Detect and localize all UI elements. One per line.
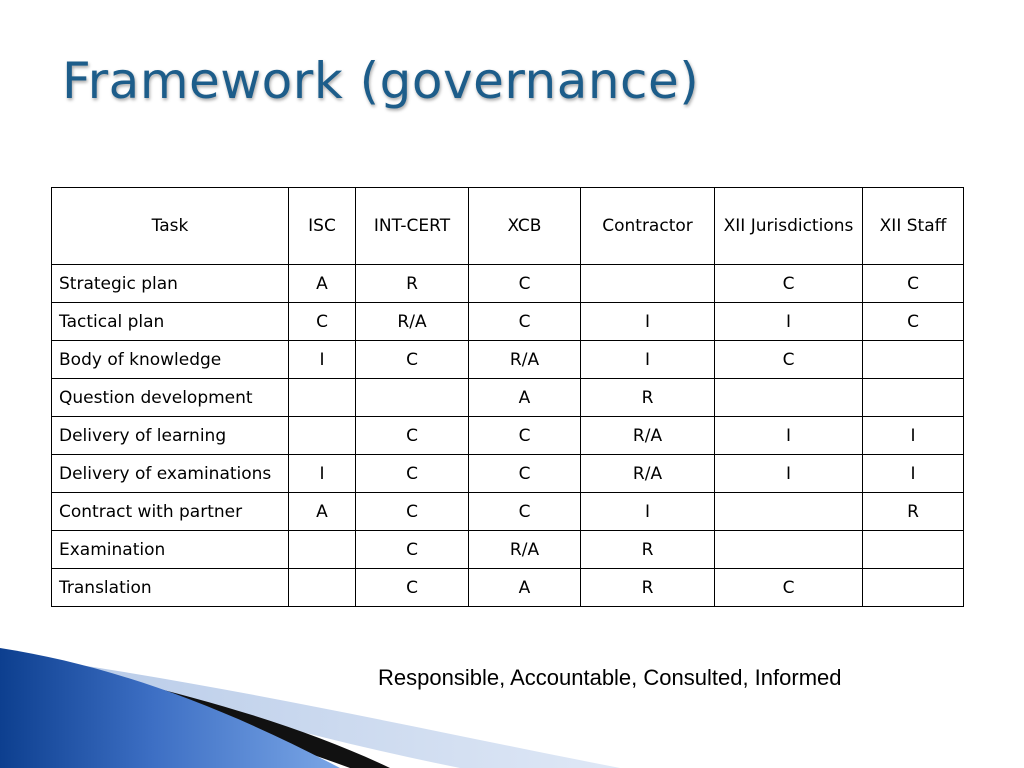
cell-contractor: R — [581, 531, 715, 569]
cell-xii-jurisdictions: C — [715, 569, 863, 607]
cell-xii-staff: R — [863, 493, 964, 531]
cell-task: Body of knowledge — [52, 341, 289, 379]
cell-xcb: C — [469, 493, 581, 531]
cell-int-cert: C — [356, 531, 469, 569]
cell-xcb: A — [469, 379, 581, 417]
header-xii-staff: XII Staff — [863, 188, 964, 265]
cell-contractor: I — [581, 493, 715, 531]
cell-xcb: C — [469, 455, 581, 493]
slide-title: Framework (governance) — [62, 52, 700, 110]
cell-int-cert: C — [356, 569, 469, 607]
cell-task: Delivery of examinations — [52, 455, 289, 493]
cell-task: Strategic plan — [52, 265, 289, 303]
cell-xii-staff: I — [863, 417, 964, 455]
cell-int-cert: C — [356, 341, 469, 379]
cell-xii-jurisdictions: I — [715, 417, 863, 455]
header-xii-jurisdictions: XII Jurisdictions — [715, 188, 863, 265]
header-xcb: XCB — [469, 188, 581, 265]
cell-xii-staff: I — [863, 455, 964, 493]
cell-task: Question development — [52, 379, 289, 417]
cell-isc: C — [289, 303, 356, 341]
header-task: Task — [52, 188, 289, 265]
cell-contractor: I — [581, 303, 715, 341]
cell-int-cert: R/A — [356, 303, 469, 341]
cell-contractor: R/A — [581, 417, 715, 455]
cell-isc: I — [289, 455, 356, 493]
cell-xii-jurisdictions: C — [715, 341, 863, 379]
cell-contractor: R — [581, 569, 715, 607]
cell-isc: I — [289, 341, 356, 379]
cell-task: Examination — [52, 531, 289, 569]
cell-int-cert: C — [356, 417, 469, 455]
cell-int-cert: C — [356, 455, 469, 493]
cell-contractor: R/A — [581, 455, 715, 493]
cell-xcb: C — [469, 303, 581, 341]
cell-xii-staff: C — [863, 303, 964, 341]
cell-contractor: R — [581, 379, 715, 417]
cell-int-cert: R — [356, 265, 469, 303]
cell-xii-jurisdictions: C — [715, 265, 863, 303]
cell-xii-staff: C — [863, 265, 964, 303]
cell-xcb: C — [469, 265, 581, 303]
raci-legend: Responsible, Accountable, Consulted, Informed — [378, 665, 842, 690]
cell-xii-jurisdictions: I — [715, 455, 863, 493]
cell-contractor: I — [581, 341, 715, 379]
header-int-cert: INT-CERT — [356, 188, 469, 265]
header-contractor: Contractor — [581, 188, 715, 265]
cell-int-cert: C — [356, 493, 469, 531]
cell-xii-jurisdictions: I — [715, 303, 863, 341]
cell-xcb: R/A — [469, 341, 581, 379]
cell-xcb: A — [469, 569, 581, 607]
cell-task: Translation — [52, 569, 289, 607]
cell-isc: A — [289, 265, 356, 303]
cell-xcb: R/A — [469, 531, 581, 569]
cell-isc: A — [289, 493, 356, 531]
header-isc: ISC — [289, 188, 356, 265]
cell-task: Tactical plan — [52, 303, 289, 341]
cell-task: Delivery of learning — [52, 417, 289, 455]
cell-task: Contract with partner — [52, 493, 289, 531]
cell-xcb: C — [469, 417, 581, 455]
